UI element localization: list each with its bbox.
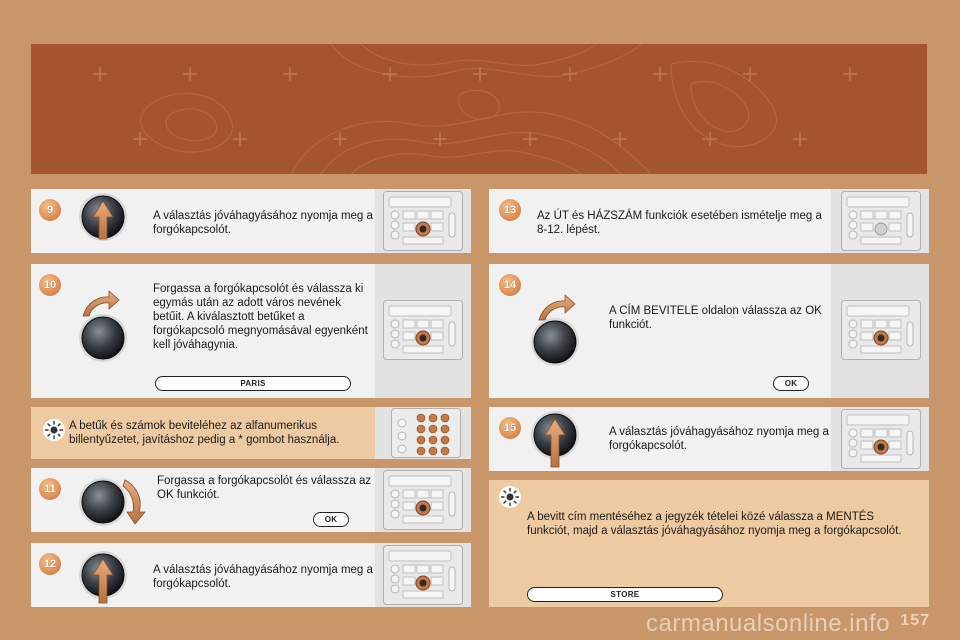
screen-option-label: PARIS (155, 376, 351, 391)
radio-unit-icon (383, 300, 463, 360)
rotary-knob-press-icon (73, 191, 133, 251)
alphanumeric-keypad-icon (391, 408, 461, 458)
screen-option-label: OK (313, 512, 349, 527)
rotary-knob-icon (525, 312, 585, 372)
radio-unit-icon (383, 470, 463, 530)
step-number-badge: 15 (499, 417, 521, 439)
rotary-knob-icon (73, 308, 133, 368)
step-number-badge: 14 (499, 274, 521, 296)
header-banner (31, 44, 927, 174)
step-number-badge: 11 (39, 478, 61, 500)
step-text: Forgassa a forgókapcsolót és válassza ki egymás után az adott város nevének betűit. A kiválasztott betűket a forgókapcsoló megnyomásával egyenként kell jóváhagynia. (153, 283, 368, 351)
info-sun-icon (43, 419, 65, 441)
info-sun-icon (499, 486, 521, 508)
tip-panel-keyboard (31, 407, 471, 459)
step-13-panel (489, 189, 929, 253)
tip-text: A betűk és számok beviteléhez az alfanumerikus billentyűzetet, javításhoz pedig a * gombot használja. (69, 420, 340, 446)
step-text: A választás jóváhagyásához nyomja meg a forgókapcsolót. (609, 426, 829, 452)
tip-text: A bevitt cím mentéséhez a jegyzék tételei közé válassza a MENTÉS funkciót, majd a választás jóváhagyásához nyomja meg a forgókapcsolót. (527, 511, 902, 537)
radio-unit-icon (841, 300, 921, 360)
step-number-badge: 10 (39, 274, 61, 296)
step-11-panel (31, 468, 471, 532)
rotary-knob-press-icon (525, 409, 585, 469)
screen-option-label: OK (773, 376, 809, 391)
step-14-panel (489, 264, 929, 398)
radio-unit-icon (383, 191, 463, 251)
radio-unit-icon (841, 191, 921, 251)
tip-panel-store (489, 480, 929, 607)
rotary-knob-rotate-icon (73, 472, 153, 532)
rotary-knob-press-icon (73, 545, 133, 605)
step-text: A választás jóváhagyásához nyomja meg a forgókapcsolót. (153, 564, 373, 590)
topographic-pattern (31, 44, 927, 174)
radio-unit-icon (841, 409, 921, 469)
step-number-badge: 12 (39, 553, 61, 575)
step-text: A CÍM BEVITELE oldalon válassza az OK funkciót. (609, 305, 822, 331)
step-9-panel (31, 189, 471, 253)
page-number: 157 (900, 612, 930, 629)
step-10-panel (31, 264, 471, 398)
radio-unit-icon (383, 545, 463, 605)
step-15-panel (489, 407, 929, 471)
step-text: Forgassa a forgókapcsolót és válassza az OK funkciót. (157, 475, 372, 501)
step-12-panel (31, 543, 471, 607)
watermark: carmanualsonline.info (646, 610, 890, 637)
step-text: Az ÚT és HÁZSZÁM funkciók esetében ismételje meg a 8-12. lépést. (537, 210, 822, 236)
step-text: A választás jóváhagyásához nyomja meg a forgókapcsolót. (153, 210, 373, 236)
screen-option-label: STORE (527, 587, 723, 602)
step-number-badge: 13 (499, 199, 521, 221)
step-number-badge: 9 (39, 199, 61, 221)
